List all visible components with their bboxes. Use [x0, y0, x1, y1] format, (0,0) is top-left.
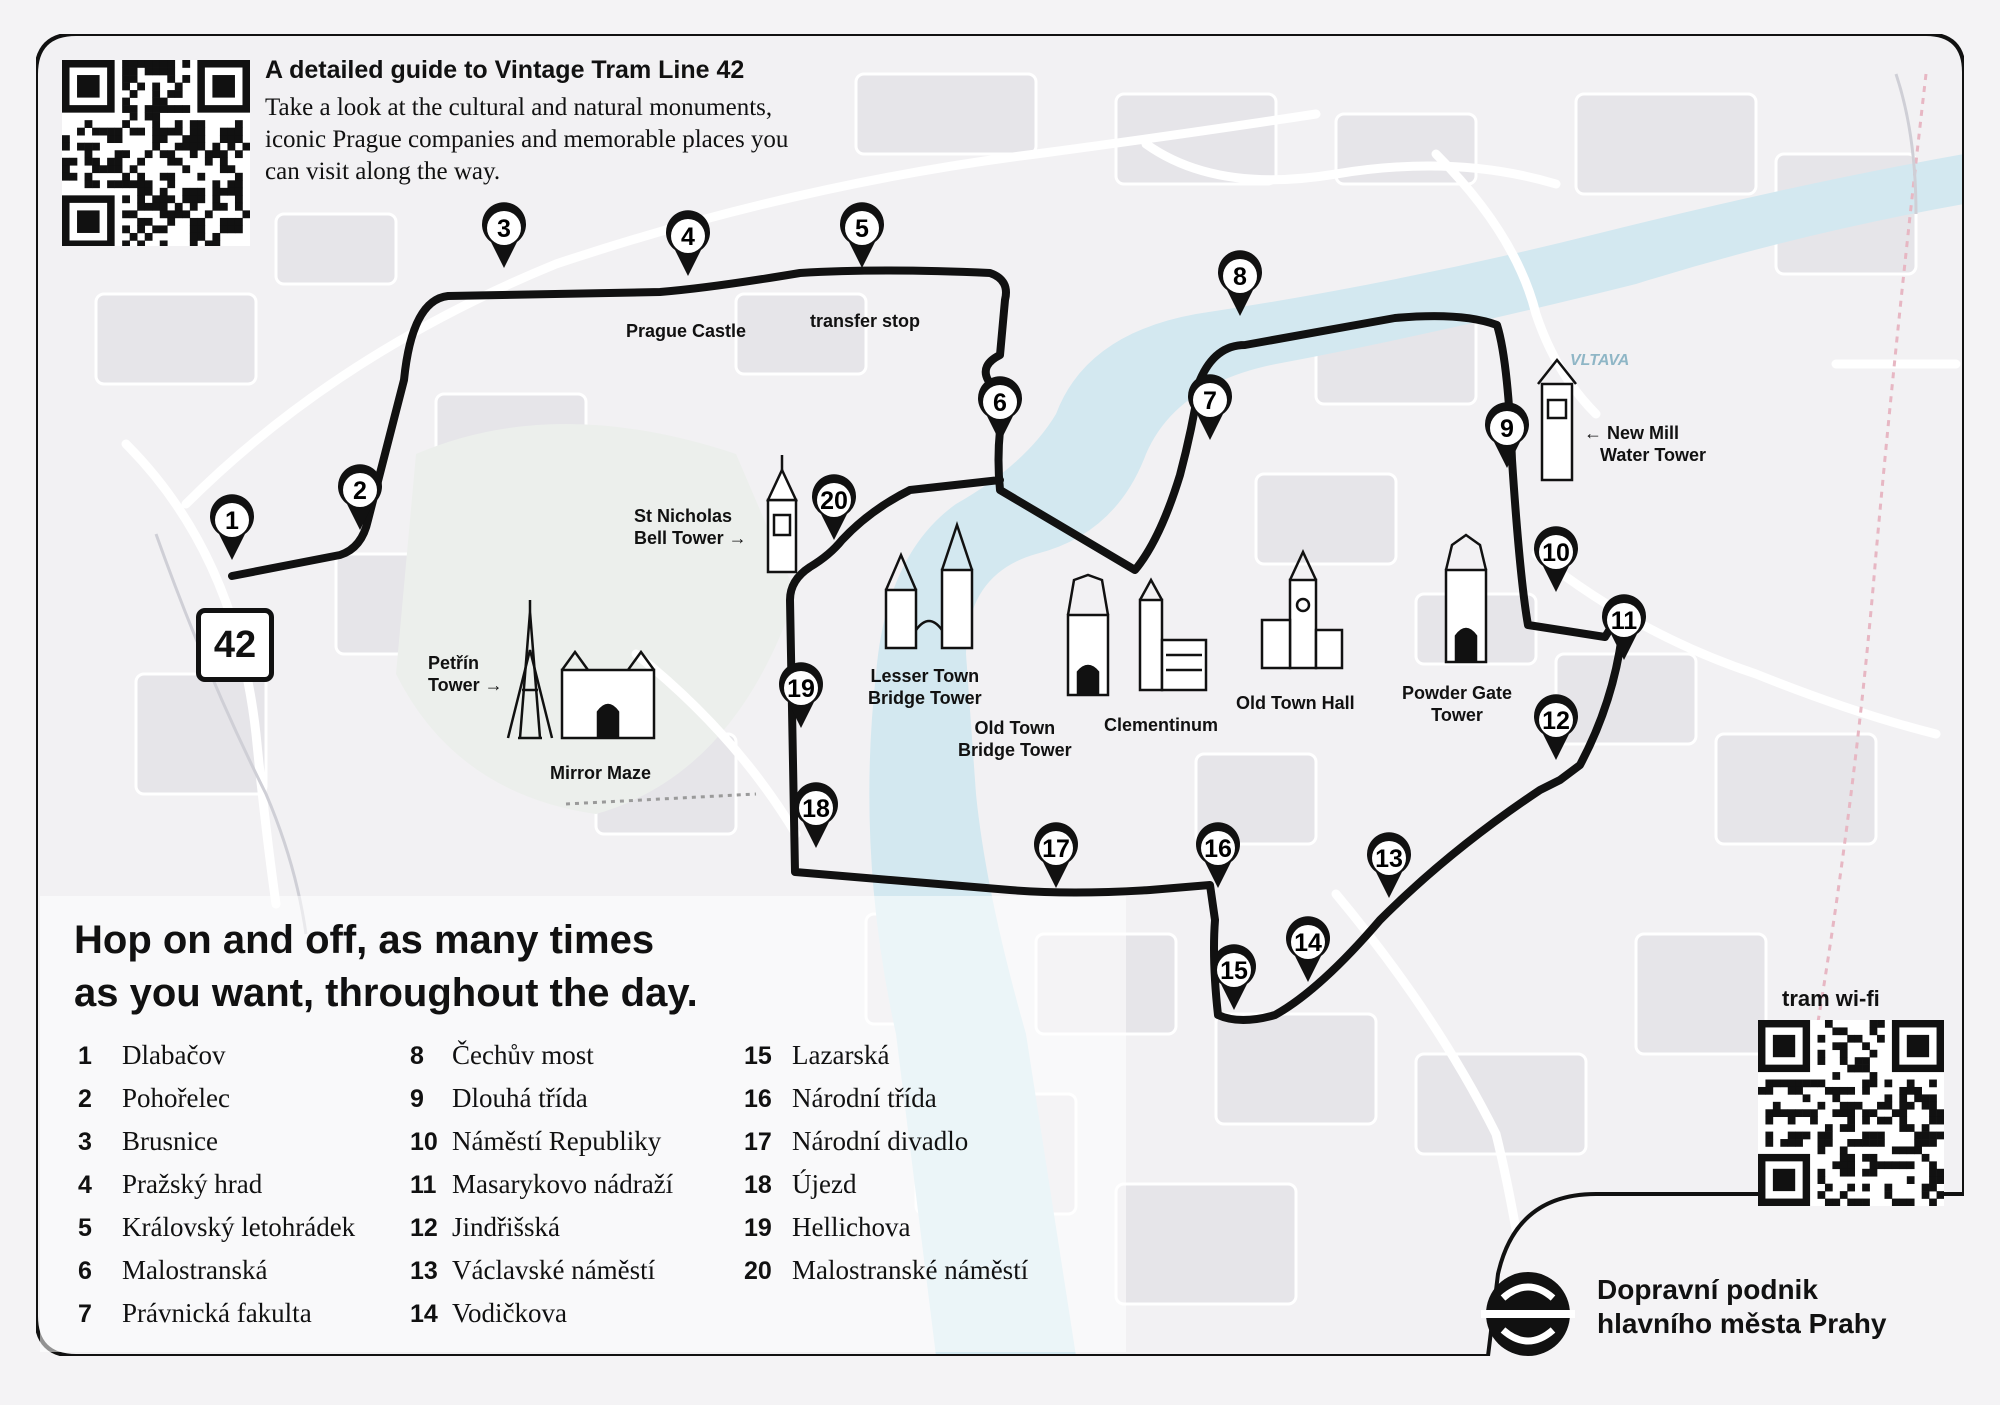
stop-list-item [78, 1083, 230, 1114]
label-mirror-maze: Mirror Maze [550, 763, 652, 783]
stop-pin-14[interactable] [1286, 916, 1330, 982]
label-lesser-town-bridge-tower: Lesser Town Bridge Tower [868, 666, 982, 708]
stop-pin-number: 4 [681, 223, 695, 251]
stop-number: 16 [744, 1085, 772, 1113]
stop-pin-8[interactable] [1218, 250, 1262, 316]
stop-list-item [410, 1040, 594, 1071]
stop-number: 12 [410, 1214, 438, 1242]
stop-pin-number: 3 [497, 215, 511, 243]
stop-number: 9 [410, 1085, 424, 1113]
stop-pin-3[interactable] [482, 202, 526, 268]
label-vltava: VLTAVA [1570, 352, 1630, 369]
stop-number: 3 [78, 1128, 92, 1156]
stop-name: Náměstí Republiky [452, 1126, 662, 1156]
stop-number: 17 [744, 1128, 772, 1156]
stop-pin-number: 7 [1203, 387, 1217, 415]
stop-number: 15 [744, 1042, 772, 1070]
stop-list-item [744, 1126, 968, 1157]
stop-name: Národní třída [792, 1083, 937, 1113]
stop-name: Jindřišská [452, 1212, 560, 1242]
stop-pin-6[interactable] [978, 376, 1022, 442]
stop-pin-number: 13 [1375, 845, 1403, 873]
stop-list-item [410, 1255, 655, 1286]
label-new-mill-water-tower: ← New Mill Water Tower [1584, 423, 1707, 465]
stop-pin-19[interactable] [779, 662, 823, 728]
stop-list-item [744, 1169, 856, 1200]
stop-pin-number: 1 [225, 507, 239, 535]
label-clementinum: Clementinum [1104, 715, 1219, 735]
stop-pin-number: 11 [1610, 607, 1638, 635]
stop-name: Právnická fakulta [122, 1298, 312, 1328]
stop-pin-number: 9 [1500, 415, 1514, 443]
stop-number: 18 [744, 1171, 772, 1199]
stop-name: Národní divadlo [792, 1126, 969, 1156]
stop-list-item [78, 1212, 355, 1243]
stop-name: Lazarská [792, 1040, 890, 1070]
label-st-nicholas: St Nicholas Bell Tower → [634, 506, 747, 548]
label-prague-castle: Prague Castle [626, 321, 747, 341]
stop-name: Královský letohrádek [122, 1212, 356, 1242]
stop-pin-number: 18 [802, 795, 830, 823]
stop-pin-9[interactable] [1485, 402, 1529, 468]
stop-pin-17[interactable] [1034, 822, 1078, 888]
stop-number: 5 [78, 1214, 92, 1242]
slogan: Hop on and off, as many times as you want, throughout the day. [74, 918, 698, 1015]
stop-list-item [410, 1212, 560, 1243]
stop-pin-number: 12 [1542, 707, 1570, 735]
line-number-badge: 42 [196, 608, 274, 682]
stop-pin-4[interactable] [666, 210, 710, 276]
stop-list-item [744, 1255, 1028, 1286]
stop-list-item [410, 1126, 661, 1157]
stop-name: Vodičkova [452, 1298, 567, 1328]
stop-pin-number: 6 [993, 389, 1007, 417]
stop-pin-2[interactable] [338, 464, 382, 530]
label-petrin-tower: Petřín Tower → [428, 653, 503, 695]
stop-number: 4 [78, 1171, 92, 1199]
stop-pin-number: 16 [1204, 835, 1232, 863]
stop-pin-number: 14 [1294, 929, 1322, 957]
stop-pin-1[interactable] [210, 494, 254, 560]
stop-pin-18[interactable] [794, 782, 838, 848]
stop-number: 13 [410, 1257, 438, 1285]
stop-name: Čechův most [452, 1040, 594, 1070]
stop-list-item [744, 1083, 937, 1114]
stop-pins [210, 202, 1646, 1010]
stop-number: 20 [744, 1257, 772, 1285]
stop-name: Dlouhá třída [452, 1083, 588, 1113]
stop-list-item [78, 1255, 267, 1286]
qr-code-wifi[interactable] [1758, 1020, 1944, 1206]
stop-number: 10 [410, 1128, 438, 1156]
stop-name: Újezd [792, 1169, 857, 1199]
label-old-town-bridge-tower: Old Town Bridge Tower [958, 718, 1072, 760]
stop-pin-13[interactable] [1367, 832, 1411, 898]
stop-number: 1 [78, 1042, 92, 1070]
stop-name: Malostranské náměstí [792, 1255, 1029, 1285]
stop-pin-number: 8 [1233, 263, 1247, 291]
stop-list-item [78, 1040, 225, 1071]
stop-list-item [78, 1298, 312, 1329]
header-title: A detailed guide to Vintage Tram Line 42 [265, 56, 745, 84]
stop-pin-number: 10 [1542, 539, 1570, 567]
stop-list-item [410, 1083, 588, 1114]
stop-pin-number: 20 [820, 487, 848, 515]
stop-name: Pražský hrad [122, 1169, 263, 1199]
stop-name: Dlabačov [122, 1040, 226, 1070]
stop-list-item [410, 1298, 567, 1329]
stop-list-item [744, 1212, 910, 1243]
stop-name: Malostranská [122, 1255, 268, 1285]
stop-pin-12[interactable] [1534, 694, 1578, 760]
stop-pin-11[interactable] [1602, 594, 1646, 660]
stop-number: 11 [410, 1171, 437, 1199]
stop-list-item [78, 1126, 218, 1157]
stop-pin-number: 5 [855, 215, 869, 243]
brand-name: Dopravní podnik hlavního města Prahy [1597, 1274, 1887, 1339]
stop-pin-10[interactable] [1534, 526, 1578, 592]
stop-list-item [78, 1169, 262, 1200]
stop-number: 8 [410, 1042, 424, 1070]
qr-code-guide[interactable] [62, 60, 250, 246]
stop-pin-number: 2 [353, 477, 367, 505]
header-description: Take a look at the cultural and natural monuments, iconic Prague companies and memorable places you can visit along the way. [265, 94, 789, 185]
tram-route [232, 271, 1625, 1021]
stop-name: Brusnice [122, 1126, 218, 1156]
stop-name: Pohořelec [122, 1083, 230, 1113]
wifi-label: tram wi-fi [1782, 986, 1880, 1011]
stop-number: 14 [410, 1300, 438, 1328]
label-powder-gate-tower: Powder Gate Tower [1402, 683, 1513, 725]
stop-name: Hellichova [792, 1212, 911, 1242]
label-old-town-hall: Old Town Hall [1236, 693, 1355, 713]
stop-name: Václavské náměstí [452, 1255, 656, 1285]
stop-list-item [744, 1040, 889, 1071]
stop-number: 7 [78, 1300, 92, 1328]
stop-number: 19 [744, 1214, 772, 1242]
stop-list-item [410, 1169, 673, 1200]
dpp-logo-icon [1473, 1268, 1583, 1360]
stop-number: 2 [78, 1085, 92, 1113]
stop-pin-number: 17 [1042, 835, 1070, 863]
stop-pin-16[interactable] [1196, 822, 1240, 888]
stop-pin-number: 15 [1220, 957, 1248, 985]
label-transfer-stop: transfer stop [810, 311, 921, 331]
stop-name: Masarykovo nádraží [452, 1169, 674, 1199]
stop-pin-number: 19 [787, 675, 815, 703]
stop-pin-5[interactable] [840, 202, 884, 268]
stop-number: 6 [78, 1257, 92, 1285]
